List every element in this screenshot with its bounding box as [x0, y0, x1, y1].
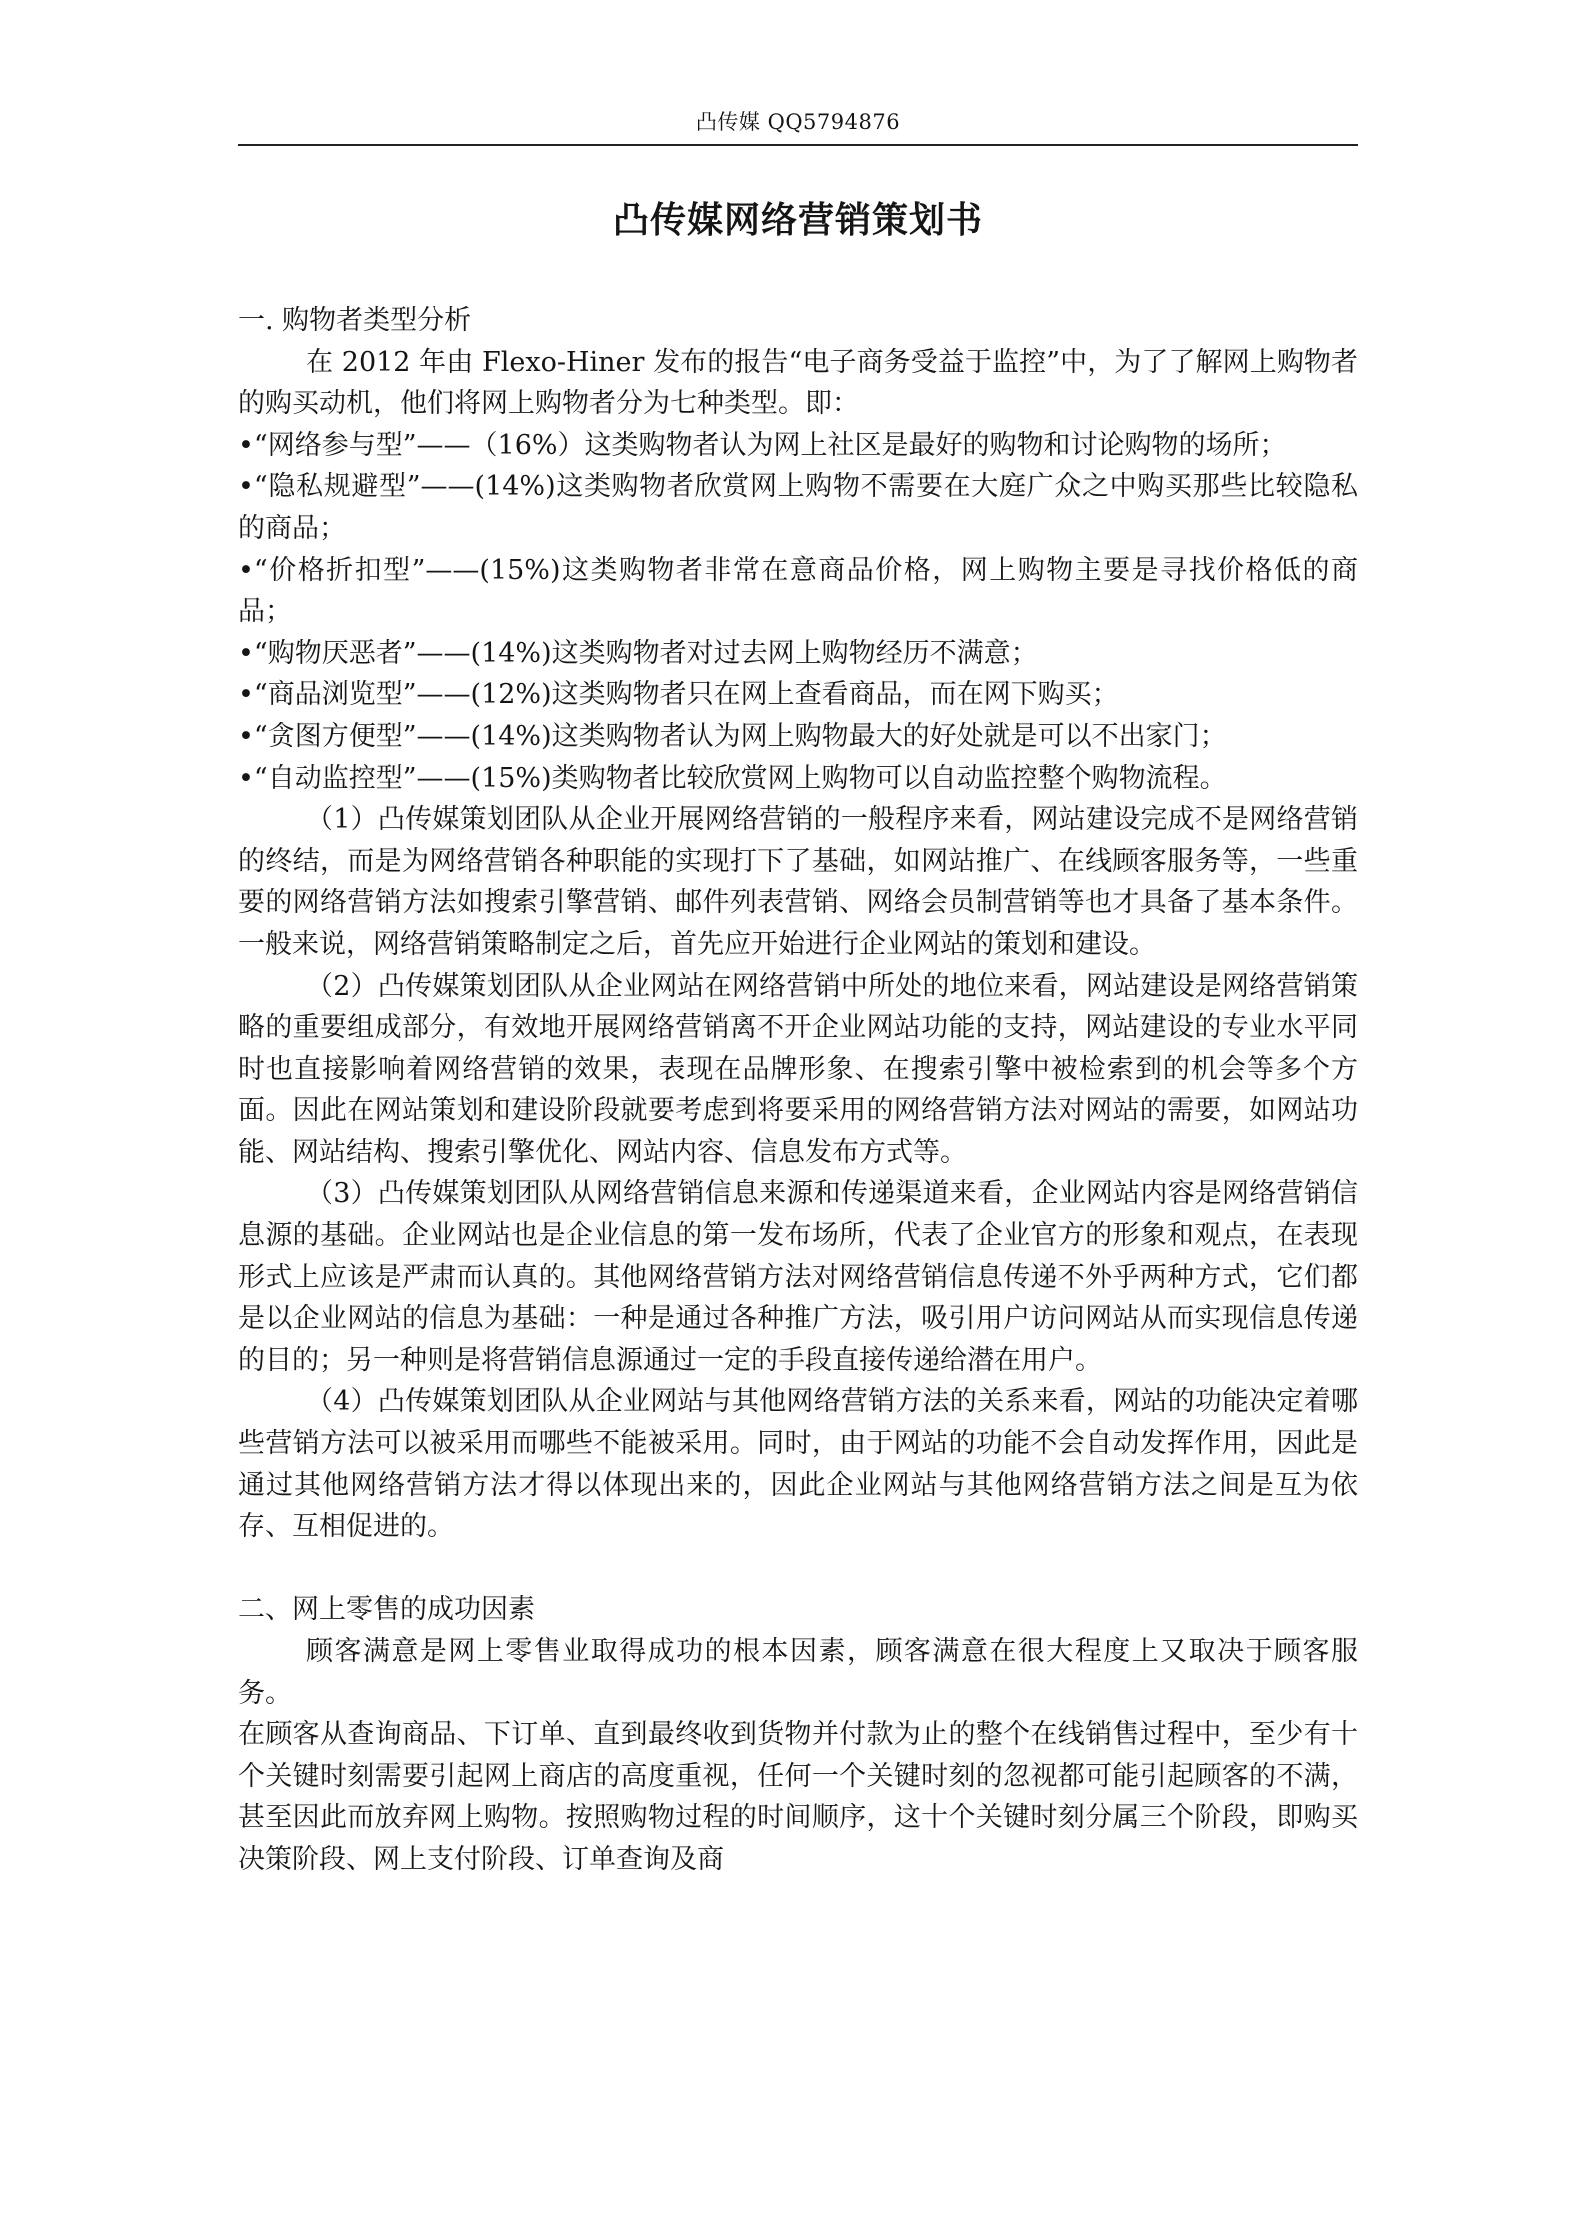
page-header: 凸传媒 QQ5794876 [695, 110, 901, 134]
bullet-item: •“自动监控型”——(15%)类购物者比较欣赏网上购物可以自动监控整个购物流程。 [238, 762, 1227, 794]
body-paragraph: （4）凸传媒策划团队从企业网站与其他网络营销方法的关系来看，网站的功能决定着哪些营销方法可以被采用而哪些不能被采用。同时，由于网站的功能不会自动发挥作用，因此是通过其他网络营销方法才得以体现出来的，因此企业网站与其他网络营销方法之间是互为依存、互相促进的。 [238, 1386, 1358, 1543]
body-paragraph: （1）凸传媒策划团队从企业开展网络营销的一般程序来看，网站建设完成不是网络营销的终结，而是为网络营销各种职能的实现打下了基础，如网站推广、在线顾客服务等，一些重要的网络营销方法如搜索引擎营销、邮件列表营销、网络会员制营销等也才具备了基本条件。一般来说，网络营销策略制定之后，首先应开始进行企业网站的策划和建设。 [238, 804, 1358, 960]
bullet-item: •“购物厌恶者”——(14%)这类购物者对过去网上购物经历不满意； [238, 637, 1038, 669]
section-heading-1: 一. 购物者类型分析 [238, 305, 472, 336]
bullet-item: •“价格折扣型”——(15%)这类购物者非常在意商品价格，网上购物主要是寻找价格低的商品； [238, 554, 1358, 628]
bullet-item: •“商品浏览型”——(12%)这类购物者只在网上查看商品，而在网下购买； [238, 679, 1119, 711]
document-body [238, 300, 1358, 1881]
body-paragraph: 在顾客从查询商品、下订单、直到最终收到货物并付款为止的整个在线销售过程中，至少有十个关键时刻需要引起网上商店的高度重视，任何一个关键时刻的忽视都可能引起顾客的不满，甚至因此而放弃网上购物。按照购物过程的时间顺序，这十个关键时刻分属三个阶段，即购买决策阶段、网上支付阶段、订单查询及商 [238, 1719, 1358, 1875]
body-paragraph: （3）凸传媒策划团队从网络营销信息来源和传递渠道来看，企业网站内容是网络营销信息源的基础。企业网站也是企业信息的第一发布场所，代表了企业官方的形象和观点，在表现形式上应该是严肃而认真的。其他网络营销方法对网络营销信息传递不外乎两种方式，它们都是以企业网站的信息为基础：一种是通过各种推广方法，吸引用户访问网站从而实现信息传递的目的；另一种则是将营销信息源通过一定的手段直接传递给潜在用户。 [238, 1178, 1358, 1376]
bullet-item: •“网络参与型”——（16%）这类购物者认为网上社区是最好的购物和讨论购物的场所； [238, 429, 1287, 461]
section-heading-2: 二、网上零售的成功因素 [238, 1594, 535, 1626]
body-paragraph: （2）凸传媒策划团队从企业网站在网络营销中所处的地位来看，网站建设是网络营销策略的重要组成部分，有效地开展网络营销离不开企业网站功能的支持，网站建设的专业水平同时也直接影响着网络营销的效果，表现在品牌形象、在搜索引擎中被检索到的机会等多个方面。因此在网站策划和建设阶段就要考虑到将要采用的网络营销方法对网站的需要，如网站功能、网站结构、搜索引擎优化、网站内容、信息发布方式等。 [238, 970, 1358, 1168]
section-1-intro: 在 2012 年由 Flexo-Hiner 发布的报告“电子商务受益于监控”中，为了了解网上购物者的购买动机，他们将网上购物者分为七种类型。即： [238, 346, 1358, 420]
header-divider [238, 144, 1358, 146]
bullet-item: •“贪图方便型”——(14%)这类购物者认为网上购物最大的好处就是可以不出家门； [238, 720, 1227, 752]
body-paragraph: 顾客满意是网上零售业取得成功的根本因素，顾客满意在很大程度上又取决于顾客服务。 [238, 1636, 1358, 1709]
bullet-item: •“隐私规避型”——(14%)这类购物者欣赏网上购物不需要在大庭广众之中购买那些比较隐私的商品； [238, 471, 1358, 544]
document-title: 凸传媒网络营销策划书 [612, 199, 983, 241]
